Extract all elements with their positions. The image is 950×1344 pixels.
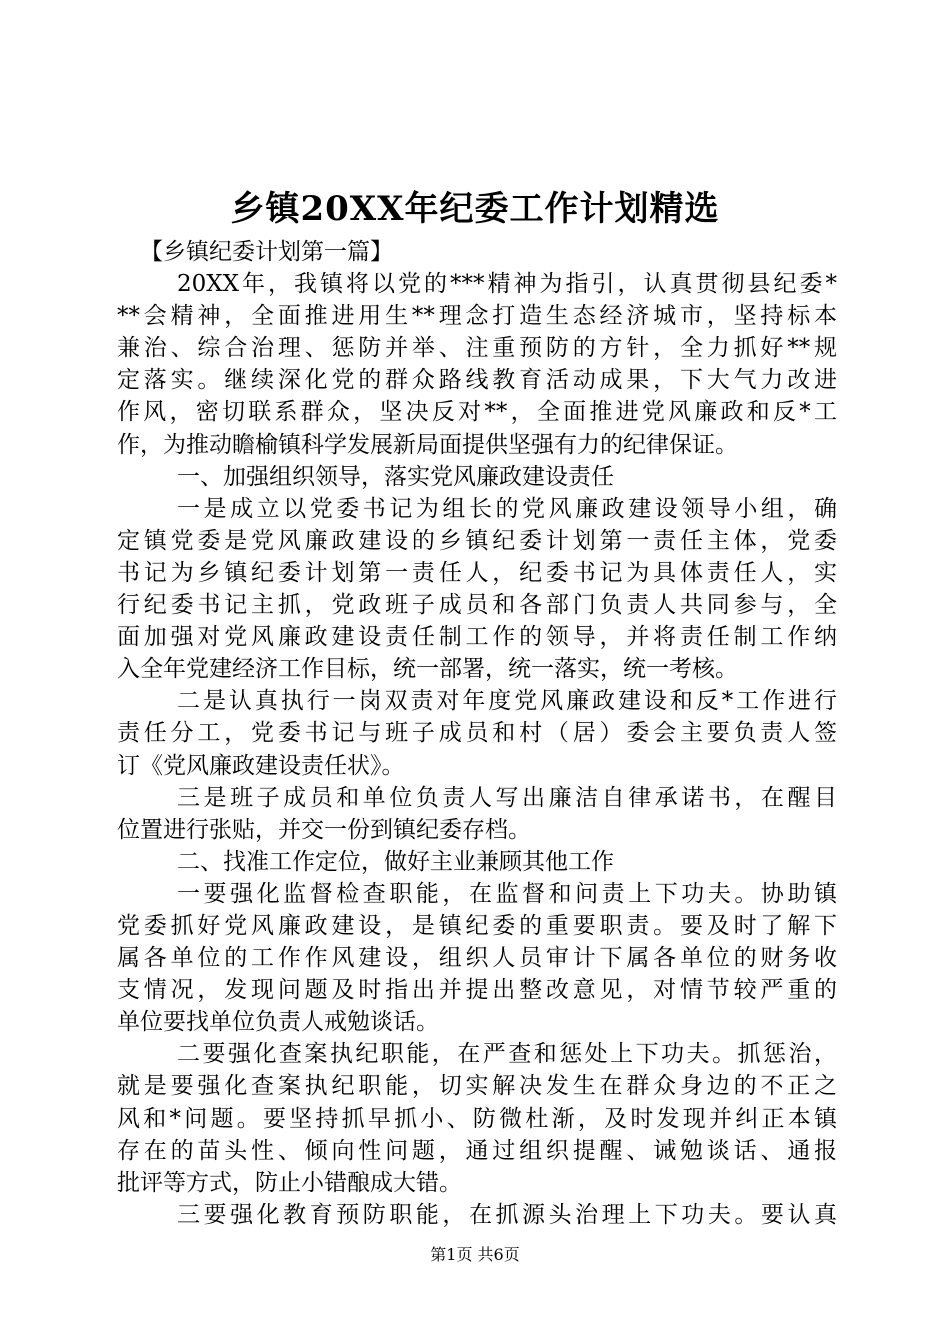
paragraph-line: 20XX年，我镇将以党的***精神为指引，认真贯彻县纪委*: [177, 271, 837, 298]
document-body: [117, 236, 837, 1231]
paragraph-line: 就是要强化查案执纪职能，切实解决发生在群众身边的不正之: [117, 1073, 837, 1100]
paragraph-line: 面加强对党风廉政建设责任制工作的领导，并将责任制工作纳: [117, 624, 837, 651]
paragraph-line: 一要强化监督检查职能，在监督和问责上下功夫。协助镇: [177, 880, 837, 907]
paragraph-line: 位置进行张贴，并交一份到镇纪委存档。: [117, 816, 531, 843]
section-heading: 二、找准工作定位，做好主业兼顾其他工作: [177, 848, 614, 875]
paragraph-line: **会精神，全面推进用生**理念打造生态经济城市，坚持标本: [117, 303, 837, 330]
paragraph-line: 作，为推动瞻榆镇科学发展新局面提供坚强有力的纪律保证。: [117, 431, 738, 458]
paragraph-line: 单位要找单位负责人戒勉谈话。: [117, 1009, 439, 1036]
paragraph-line: 风和*问题。要坚持抓早抓小、防微杜渐，及时发现并纠正本镇: [117, 1105, 837, 1132]
paragraph-line: 二要强化查案执纪职能，在严查和惩处上下功夫。抓惩治，: [177, 1041, 837, 1068]
document-title: 乡镇20XX年纪委工作计划精选: [230, 189, 720, 229]
paragraph-line: 定落实。继续深化党的群众路线教育活动成果，下大气力改进: [117, 367, 837, 394]
paragraph-line: 作风，密切联系群众，坚决反对**，全面推进党风廉政和反*工: [117, 399, 837, 426]
section-heading: 【乡镇纪委计划第一篇】: [140, 239, 393, 265]
paragraph-line: 订《党风廉政建设责任状》。: [117, 752, 405, 779]
paragraph-line: 存在的苗头性、倾向性问题，通过组织提醒、诫勉谈话、通报: [117, 1137, 837, 1164]
paragraph-line: 党委抓好党风廉政建设，是镇纪委的重要职责。要及时了解下: [117, 912, 837, 939]
paragraph-line: 批评等方式，防止小错酿成大错。: [117, 1169, 462, 1196]
paragraph-line: 属各单位的工作作风建设，组织人员审计下属各单位的财务收: [117, 945, 837, 972]
paragraph-line: 书记为乡镇纪委计划第一责任人，纪委书记为具体责任人，实: [117, 559, 837, 586]
page-number-footer: 第1页 共6页: [430, 1245, 520, 1264]
paragraph-line: 一是成立以党委书记为组长的党风廉政建设领导小组，确: [177, 495, 837, 522]
paragraph-line: 行纪委书记主抓，党政班子成员和各部门负责人共同参与，全: [117, 592, 837, 619]
paragraph-line: 支情况，发现问题及时指出并提出整改意见，对情节较严重的: [117, 977, 837, 1004]
paragraph-line: 兼治、综合治理、惩防并举、注重预防的方针，全力抓好**规: [117, 335, 837, 362]
paragraph-line: 二是认真执行一岗双责对年度党风廉政建设和反*工作进行: [177, 688, 837, 715]
paragraph-line: 三是班子成员和单位负责人写出廉洁自律承诺书，在醒目: [177, 784, 837, 811]
section-heading: 一、加强组织领导，落实党风廉政建设责任: [177, 463, 614, 490]
paragraph-line: 三要强化教育预防职能，在抓源头治理上下功夫。要认真: [177, 1201, 837, 1228]
paragraph-line: 定镇党委是党风廉政建设的乡镇纪委计划第一责任主体，党委: [117, 527, 837, 554]
paragraph-line: 入全年党建经济工作目标，统一部署，统一落实，统一考核。: [117, 656, 738, 683]
paragraph-line: 责任分工，党委书记与班子成员和村（居）委会主要负责人签: [117, 720, 837, 747]
